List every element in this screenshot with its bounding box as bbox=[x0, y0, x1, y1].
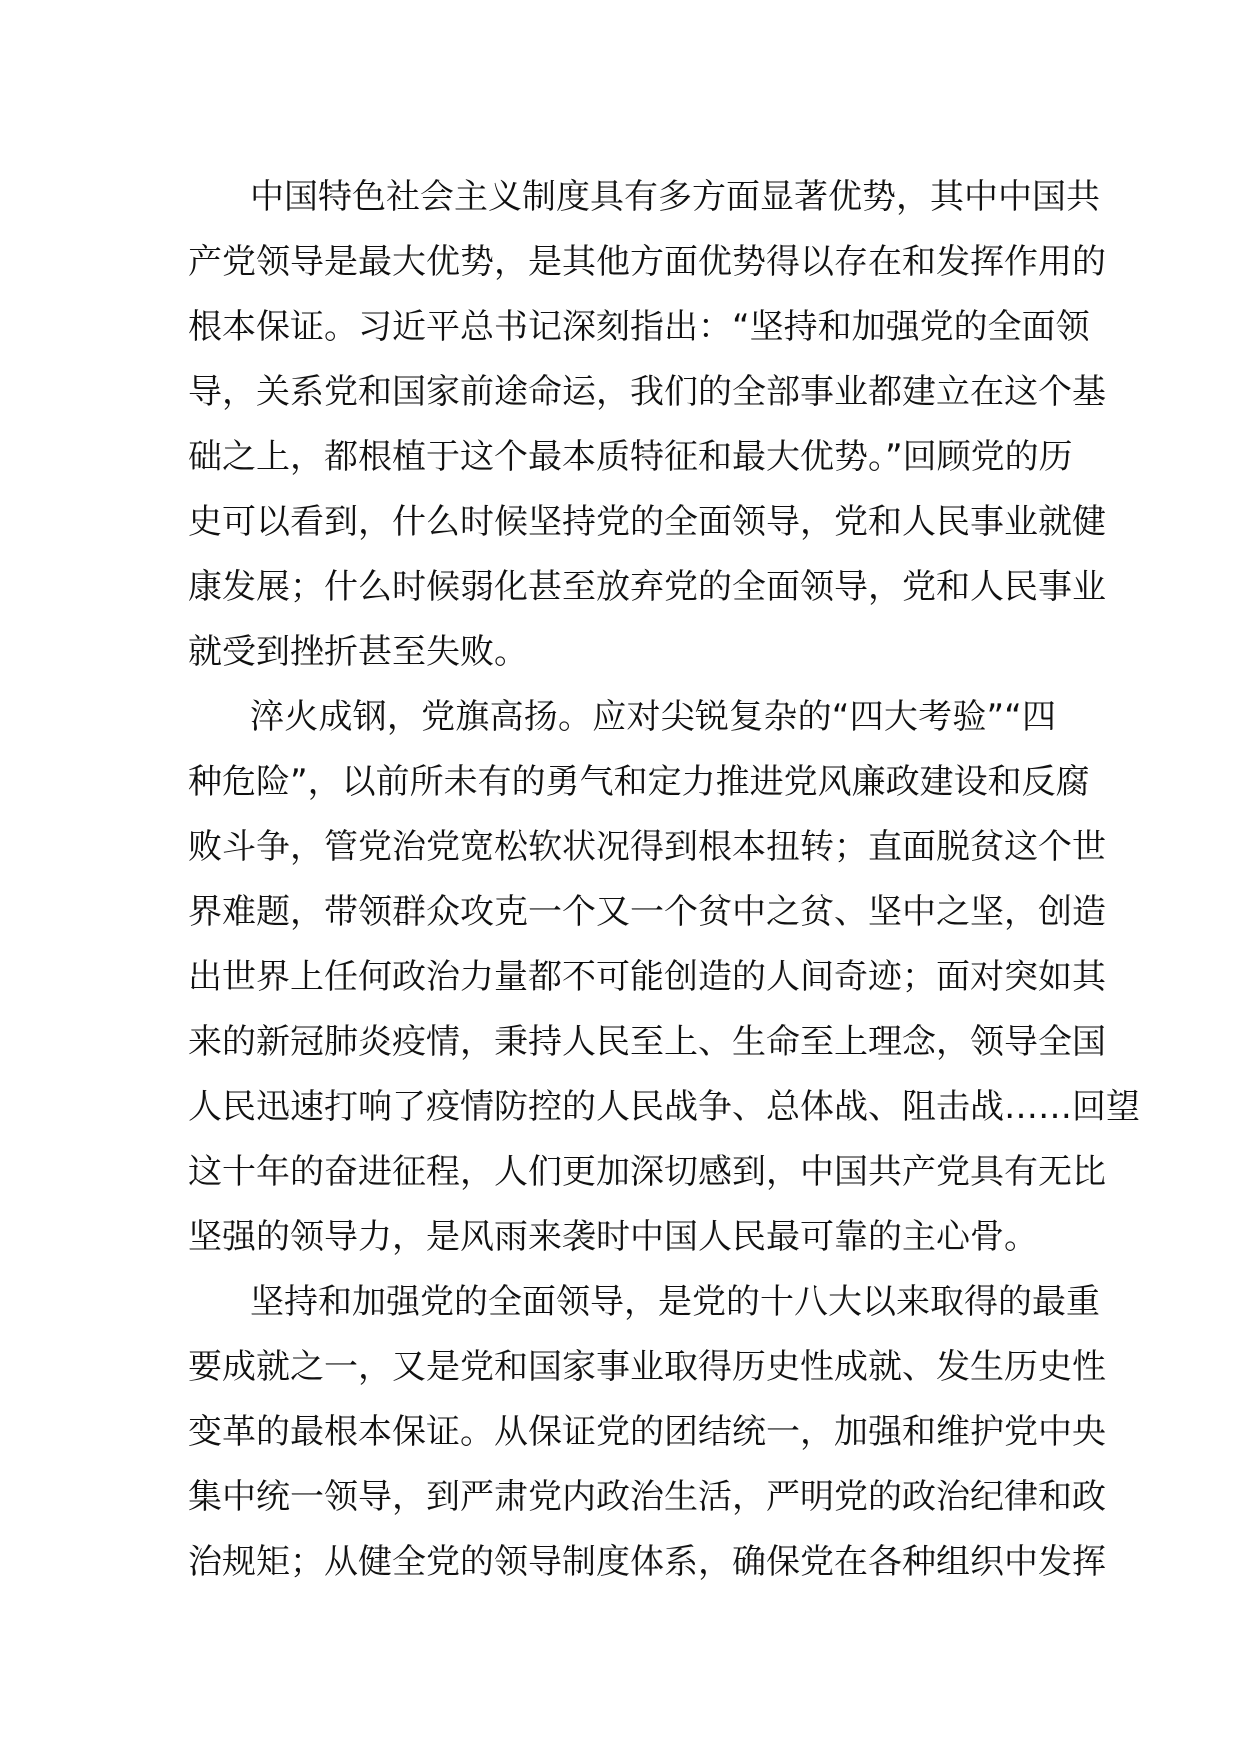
paragraph-line: 来的新冠肺炎疫情，秉持人民至上、生命至上理念，领导全国 bbox=[188, 1022, 1106, 1062]
paragraph-line: 淬火成钢，党旗高扬。应对尖锐复杂的“四大考验”“四 bbox=[250, 697, 1056, 737]
paragraph-line: 败斗争，管党治党宽松软状况得到根本扭转；直面脱贫这个世 bbox=[188, 827, 1106, 867]
paragraph-line: 这十年的奋进征程，人们更加深切感到，中国共产党具有无比 bbox=[188, 1152, 1106, 1192]
paragraph-line: 界难题，带领群众攻克一个又一个贫中之贫、坚中之坚，创造 bbox=[188, 892, 1106, 932]
paragraph-line: 础之上，都根植于这个最本质特征和最大优势。”回顾党的历 bbox=[188, 437, 1073, 477]
paragraph-line: 产党领导是最大优势，是其他方面优势得以存在和发挥作用的 bbox=[188, 242, 1106, 282]
paragraph-line: 治规矩；从健全党的领导制度体系，确保党在各种组织中发挥 bbox=[188, 1542, 1106, 1582]
paragraph-line: 集中统一领导，到严肃党内政治生活，严明党的政治纪律和政 bbox=[188, 1477, 1106, 1517]
paragraph-line: 中国特色社会主义制度具有多方面显著优势，其中中国共 bbox=[250, 177, 1100, 217]
paragraph-line: 变革的最根本保证。从保证党的团结统一，加强和维护党中央 bbox=[188, 1412, 1106, 1452]
paragraph-line: 导，关系党和国家前途命运，我们的全部事业都建立在这个基 bbox=[188, 372, 1106, 412]
document-body bbox=[188, 165, 1140, 1595]
paragraph-line: 康发展；什么时候弱化甚至放弃党的全面领导，党和人民事业 bbox=[188, 567, 1106, 607]
paragraph-line: 史可以看到，什么时候坚持党的全面领导，党和人民事业就健 bbox=[188, 502, 1106, 542]
paragraph-3 bbox=[188, 1270, 1106, 1595]
paragraph-line: 坚持和加强党的全面领导，是党的十八大以来取得的最重 bbox=[250, 1282, 1100, 1322]
paragraph-line: 种危险”，以前所未有的勇气和定力推进党风廉政建设和反腐 bbox=[188, 762, 1090, 802]
paragraph-line: 要成就之一，又是党和国家事业取得历史性成就、发生历史性 bbox=[188, 1347, 1106, 1387]
paragraph-2 bbox=[188, 685, 1140, 1270]
paragraph-1 bbox=[188, 165, 1106, 685]
paragraph-line: 根本保证。习近平总书记深刻指出：“坚持和加强党的全面领 bbox=[188, 307, 1090, 347]
paragraph-line: 就受到挫折甚至失败。 bbox=[188, 632, 528, 672]
paragraph-line: 出世界上任何政治力量都不可能创造的人间奇迹；面对突如其 bbox=[188, 957, 1106, 997]
paragraph-line: 坚强的领导力，是风雨来袭时中国人民最可靠的主心骨。 bbox=[188, 1217, 1038, 1257]
paragraph-line: 人民迅速打响了疫情防控的人民战争、总体战、阻击战……回望 bbox=[188, 1087, 1140, 1127]
